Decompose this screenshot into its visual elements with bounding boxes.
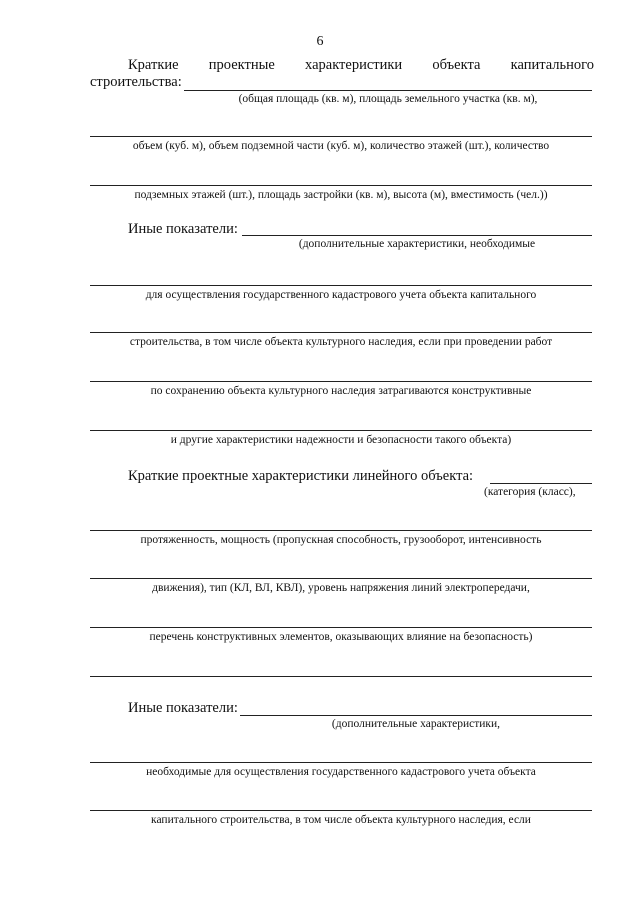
field-caption: движения), тип (КЛ, ВЛ, КВЛ), уровень напряжения линий электропередачи, [152, 582, 530, 594]
field-caption: подземных этажей (шт.), площадь застройки (кв. м), высота (м), вместимость (чел.)) [134, 189, 548, 201]
section4-label: Иные показатели: [128, 700, 238, 716]
field-caption: необходимые для осуществления государственного кадастрового учета объекта [146, 766, 536, 778]
fill-line[interactable] [90, 676, 592, 677]
fill-line[interactable] [90, 810, 592, 811]
field-caption: капитального строительства, в том числе объекта культурного наследия, если [151, 814, 531, 826]
section3-label: Краткие проектные характеристики линейного объекта: [128, 468, 474, 484]
field-caption: объем (куб. м), объем подземной части (куб. м), количество этажей (шт.), количество [132, 140, 550, 152]
fill-line[interactable] [242, 235, 592, 236]
section1-heading [128, 57, 594, 74]
section1-label: строительства: [90, 74, 182, 90]
heading-word: объекта [432, 57, 481, 73]
fill-line[interactable] [90, 762, 592, 763]
fill-line[interactable] [90, 530, 592, 531]
fill-line[interactable] [90, 578, 592, 579]
fill-line[interactable] [90, 285, 592, 286]
fill-line[interactable] [240, 715, 592, 716]
heading-word: Краткие [128, 57, 179, 73]
field-caption: (дополнительные характеристики, необходимые [298, 238, 536, 250]
fill-line[interactable] [90, 430, 592, 431]
field-caption: протяженность, мощность (пропускная способность, грузооборот, интенсивность [140, 534, 542, 546]
fill-line[interactable] [90, 185, 592, 186]
field-caption: (дополнительные характеристики, [331, 718, 501, 730]
section2-label: Иные показатели: [128, 221, 238, 237]
field-caption: и другие характеристики надежности и безопасности такого объекта) [170, 434, 512, 446]
fill-line[interactable] [490, 483, 592, 484]
field-caption: перечень конструктивных элементов, оказывающих влияние на безопасность) [149, 631, 533, 643]
fill-line[interactable] [90, 332, 592, 333]
field-caption: для осуществления государственного кадастрового учета объекта капитального [145, 289, 537, 301]
field-caption: (общая площадь (кв. м), площадь земельного участка (кв. м), [238, 93, 538, 105]
field-caption: строительства, в том числе объекта культурного наследия, если при проведении работ [129, 336, 553, 348]
heading-word: проектные [208, 57, 275, 73]
fill-line[interactable] [184, 90, 592, 91]
fill-line[interactable] [90, 136, 592, 137]
field-caption: (категория (класс), [484, 486, 576, 498]
page-number: 6 [316, 34, 324, 49]
field-caption: по сохранению объекта культурного наследия затрагиваются конструктивные [150, 385, 532, 397]
heading-word: капитального [510, 57, 594, 73]
heading-word: характеристики [305, 57, 403, 73]
fill-line[interactable] [90, 627, 592, 628]
fill-line[interactable] [90, 381, 592, 382]
